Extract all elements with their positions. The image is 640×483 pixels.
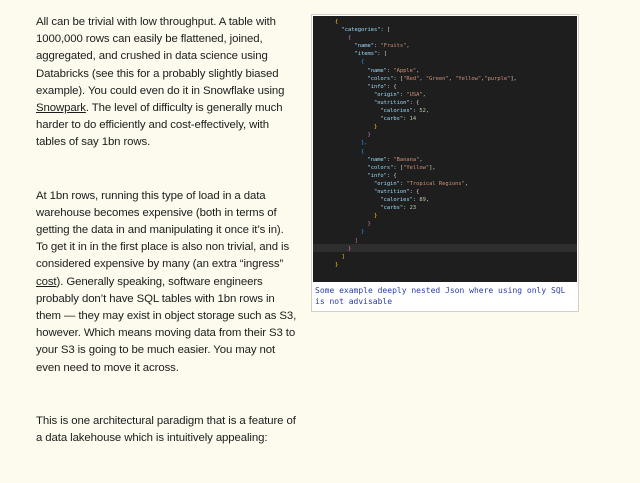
code-token: }	[335, 221, 371, 228]
code-token: :	[412, 197, 420, 204]
code-token: }	[335, 124, 378, 131]
code-token: }	[335, 132, 371, 139]
code-line	[313, 75, 577, 83]
code-token: :	[412, 108, 420, 115]
code-token: "origin"	[335, 91, 400, 98]
code-token: :	[373, 43, 381, 50]
code-token: "Apple"	[393, 67, 417, 74]
code-token: ,	[464, 180, 469, 187]
code-token: "calories"	[335, 108, 413, 115]
code-line	[313, 91, 577, 99]
code-line	[313, 180, 577, 188]
code-token: ,	[419, 75, 426, 82]
code-token: {	[335, 59, 365, 66]
code-token: :	[386, 67, 394, 74]
code-token: "name"	[335, 67, 387, 74]
code-token: :	[403, 116, 410, 123]
code-token: ]	[335, 237, 358, 244]
code-line	[313, 107, 577, 115]
code-token: "Yellow"	[455, 75, 482, 82]
code-token: : {	[386, 172, 397, 179]
code-token: : [	[377, 51, 387, 58]
code-token: "items"	[335, 51, 378, 58]
code-token: "purple"	[484, 75, 511, 82]
paragraph-2	[36, 188, 298, 377]
code-line	[313, 164, 577, 172]
code-line	[313, 245, 577, 253]
code-token: }	[335, 245, 352, 252]
code-token: "origin"	[335, 180, 400, 187]
code-token: "colors"	[335, 75, 394, 82]
code-token: : [	[393, 164, 404, 171]
code-token: {	[335, 35, 352, 42]
code-token: "carbs"	[335, 116, 404, 123]
code-line	[313, 196, 577, 204]
code-token: ],	[510, 75, 517, 82]
code-token: "calories"	[335, 197, 413, 204]
json-code-screenshot	[313, 16, 577, 282]
code-line	[313, 139, 577, 147]
code-figure	[311, 14, 579, 312]
code-token: {	[335, 148, 365, 155]
code-token: "name"	[335, 43, 374, 50]
code-line	[313, 228, 577, 236]
code-token: "info"	[335, 172, 387, 179]
code-line	[313, 212, 577, 220]
code-line	[313, 67, 577, 75]
code-token: "USA"	[406, 91, 423, 98]
paragraph-1-text-b: . The level of difficulty is generally much harder to do efficiently and cost-effectively, with tables of say 1bn rows.	[36, 102, 283, 149]
code-line	[313, 42, 577, 50]
figure-caption: Some example deeply nested Json where using only SQL is not advisable	[315, 286, 566, 306]
code-token: "colors"	[335, 164, 394, 171]
code-line	[313, 253, 577, 261]
code-line	[313, 204, 577, 212]
code-token: ,	[481, 75, 485, 82]
code-line	[313, 237, 577, 245]
code-token: "categories"	[335, 27, 381, 34]
paragraph-2-text-a: At 1bn rows, running this type of load in a data warehouse becomes expensive (both in terms of getting the data in and manipulating it once it’s in). To get it in in the first place is also non trivial, and is considered expensive by many (an extra “ingress”	[36, 189, 290, 271]
code-token: ,	[425, 197, 430, 204]
code-line	[313, 148, 577, 156]
code-line	[313, 99, 577, 107]
code-line	[313, 188, 577, 196]
code-token: },	[335, 140, 368, 147]
code-token: }	[335, 229, 365, 236]
code-line	[313, 58, 577, 66]
code-token: ,	[419, 156, 423, 163]
code-token: {	[335, 19, 339, 25]
code-token: :	[399, 180, 407, 187]
code-line	[313, 220, 577, 228]
code-token: ,	[425, 108, 430, 115]
code-line	[313, 83, 577, 91]
code-token: 14	[409, 116, 417, 123]
code-token: ,	[448, 75, 456, 82]
paragraph-1	[36, 14, 298, 152]
code-line	[313, 172, 577, 180]
code-line	[313, 50, 577, 58]
article-body	[36, 14, 298, 483]
code-token: ,	[416, 67, 420, 74]
snowpark-link[interactable]: Snowpark	[36, 102, 86, 115]
code-token: : [	[380, 27, 391, 34]
code-line	[313, 34, 577, 42]
code-token: : {	[409, 99, 420, 106]
code-line	[313, 115, 577, 123]
code-token: 52	[419, 108, 426, 115]
code-token: "Red"	[403, 75, 420, 82]
code-token: "nutrition"	[335, 188, 410, 195]
code-line	[313, 131, 577, 139]
code-token: "Fruits"	[380, 43, 407, 50]
code-token: ,	[422, 91, 426, 98]
code-token: "Yellow"	[403, 164, 430, 171]
code-token: "carbs"	[335, 205, 404, 212]
code-line	[313, 26, 577, 34]
code-token: "Tropical Regions"	[406, 180, 465, 187]
code-line	[313, 18, 577, 26]
code-token: ]	[335, 253, 345, 260]
code-token: :	[386, 156, 394, 163]
code-token: : [	[393, 75, 404, 82]
code-token: : {	[386, 83, 397, 90]
code-token: "Banana"	[393, 156, 420, 163]
code-token: : {	[409, 188, 420, 195]
paragraph-3: This is one architectural paradigm that is a feature of a data lakehouse which is intuitively appealing:	[36, 414, 296, 445]
code-token: 23	[409, 205, 417, 212]
code-token: 89	[419, 197, 426, 204]
paragraph-2-text-b: ). Generally speaking, software engineers probably don’t have SQL tables with 1bn rows in them — they may exist in object storage such as S3, however. Which means moving data from their S3 to your S3 is going to be much easier. You may not even need to move it across.	[36, 275, 297, 374]
paragraph-1-text-a: All can be trivial with low throughput. A table with 1000,000 rows can easily be flattened, joined, aggregated, and crushed in data science using Databricks (see this for a probably slightly biased example). You could even do it in Snowflake using	[36, 16, 285, 97]
code-token: :	[399, 91, 407, 98]
cost-link[interactable]: cost	[36, 275, 57, 288]
code-token: "Green"	[425, 75, 449, 82]
code-token: :	[403, 205, 410, 212]
code-token: "nutrition"	[335, 99, 410, 106]
code-line	[313, 156, 577, 164]
code-token: "name"	[335, 156, 387, 163]
code-token: }	[335, 213, 378, 220]
code-token: ],	[429, 164, 436, 171]
code-token: "info"	[335, 83, 387, 90]
code-token: ,	[406, 43, 410, 50]
code-line	[313, 123, 577, 131]
code-token: }	[335, 261, 339, 268]
code-line	[313, 261, 577, 269]
